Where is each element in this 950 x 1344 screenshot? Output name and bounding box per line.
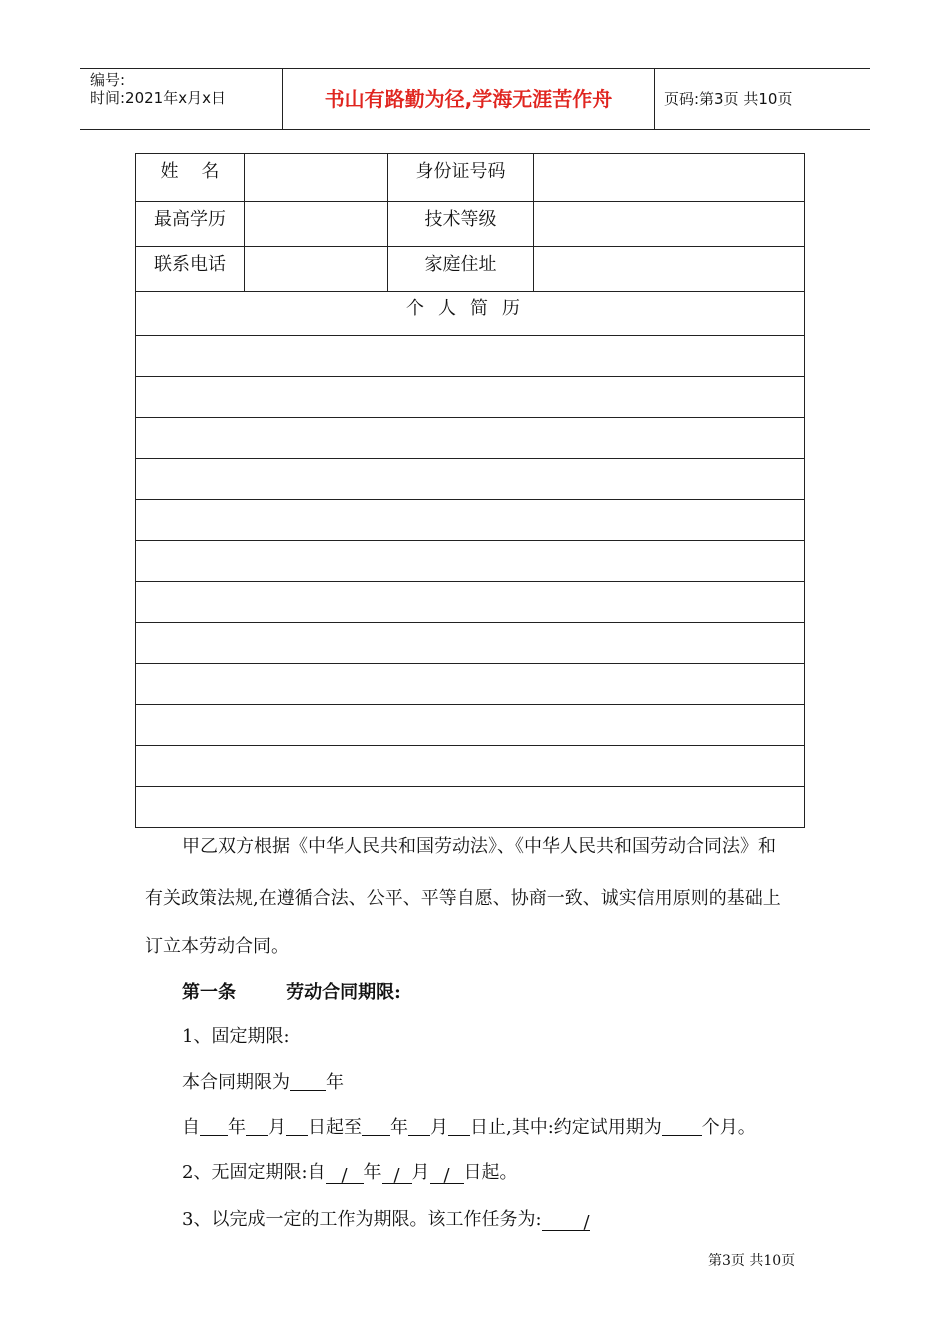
term-prefix: 本合同期限为 — [182, 1072, 290, 1093]
end-month-blank[interactable] — [408, 1117, 430, 1136]
name-field[interactable] — [244, 154, 387, 202]
open-year-blank[interactable]: / — [326, 1165, 364, 1184]
name-label: 姓 名 — [136, 154, 245, 202]
resume-line — [136, 459, 805, 500]
months-label: 个月。 — [701, 1117, 756, 1138]
education-field[interactable] — [244, 202, 387, 247]
page-header — [80, 68, 870, 130]
start-day-blank[interactable] — [286, 1117, 308, 1136]
id-number-label: 身份证号码 — [387, 154, 534, 202]
start-year-blank[interactable] — [200, 1117, 228, 1136]
resume-line-field[interactable] — [136, 623, 805, 664]
document-number-label: 编号: — [90, 71, 126, 89]
resume-line — [136, 336, 805, 377]
header-page-number: 页码:第3页 共10页 — [664, 90, 793, 108]
address-label: 家庭住址 — [387, 247, 534, 292]
resume-line-field[interactable] — [136, 787, 805, 828]
header-meta — [80, 69, 282, 129]
education-label: 最高学历 — [136, 202, 245, 247]
intro-line-2: 有关政策法规,在遵循合法、公平、平等自愿、协商一致、诚实信用原则的基础上 — [145, 888, 781, 909]
month-label-2: 月 — [430, 1117, 448, 1138]
open-day-blank[interactable]: / — [430, 1165, 464, 1184]
from-label: 自 — [182, 1117, 200, 1138]
intro-line-1: 甲乙双方根据《中华人民共和国劳动法》、《中华人民共和国劳动合同法》和 — [182, 836, 776, 857]
id-number-field[interactable] — [534, 154, 805, 202]
phone-field[interactable] — [244, 247, 387, 292]
resume-line — [136, 377, 805, 418]
resume-line-field[interactable] — [136, 377, 805, 418]
intro-line-3: 订立本劳动合同。 — [145, 936, 289, 957]
personal-info-table — [135, 153, 805, 828]
resume-line-field[interactable] — [136, 336, 805, 377]
document-date-label: 时间:2021年x月x日 — [90, 89, 226, 107]
resume-rows — [136, 336, 805, 828]
end-year-blank[interactable] — [362, 1117, 390, 1136]
resume-line — [136, 623, 805, 664]
year-label-2: 年 — [390, 1117, 408, 1138]
resume-line-field[interactable] — [136, 459, 805, 500]
term-suffix: 年 — [326, 1072, 344, 1093]
month-label: 月 — [268, 1117, 286, 1138]
resume-line — [136, 705, 805, 746]
end-day-blank[interactable] — [448, 1117, 470, 1136]
month-label-3: 月 — [411, 1162, 430, 1183]
resume-line-field[interactable] — [136, 746, 805, 787]
resume-line-field[interactable] — [136, 541, 805, 582]
year-label-3: 年 — [363, 1162, 382, 1183]
task-blank[interactable]: / — [542, 1212, 590, 1231]
resume-line — [136, 418, 805, 459]
article-1-title: 第一条 劳动合同期限: — [182, 982, 401, 1003]
term-years-blank[interactable] — [290, 1072, 326, 1091]
start-month-blank[interactable] — [246, 1117, 268, 1136]
year-label: 年 — [228, 1117, 246, 1138]
footer-page-number: 第3页 共10页 — [708, 1253, 796, 1269]
term-dates-line — [182, 1113, 756, 1139]
item-2-open-term — [182, 1158, 518, 1184]
item-2-prefix: 2、无固定期限:自 — [182, 1162, 326, 1183]
day-to-label: 日起至 — [308, 1117, 362, 1138]
resume-line — [136, 746, 805, 787]
address-field[interactable] — [534, 247, 805, 292]
resume-line-field[interactable] — [136, 705, 805, 746]
phone-label: 联系电话 — [136, 247, 245, 292]
day-from-label: 日起。 — [463, 1162, 518, 1183]
resume-title: 个人简历 — [136, 292, 805, 336]
resume-line-field[interactable] — [136, 664, 805, 705]
resume-line — [136, 500, 805, 541]
header-motto: 书山有路勤为径,学海无涯苦作舟 — [282, 69, 655, 129]
term-years-line — [182, 1068, 344, 1094]
probation-label: 日止,其中:约定试用期为 — [470, 1117, 662, 1138]
item-3-text: 3、以完成一定的工作为期限。该工作任务为: — [182, 1209, 542, 1230]
tech-level-label: 技术等级 — [387, 202, 534, 247]
tech-level-field[interactable] — [534, 202, 805, 247]
resume-line-field[interactable] — [136, 418, 805, 459]
item-3-task-term — [182, 1205, 590, 1231]
probation-months-blank[interactable] — [662, 1117, 702, 1136]
resume-line-field[interactable] — [136, 582, 805, 623]
resume-line — [136, 664, 805, 705]
resume-line — [136, 541, 805, 582]
resume-line-field[interactable] — [136, 500, 805, 541]
resume-line — [136, 787, 805, 828]
item-1-fixed-term: 1、固定期限: — [182, 1026, 290, 1047]
resume-line — [136, 582, 805, 623]
open-month-blank[interactable]: / — [382, 1165, 412, 1184]
